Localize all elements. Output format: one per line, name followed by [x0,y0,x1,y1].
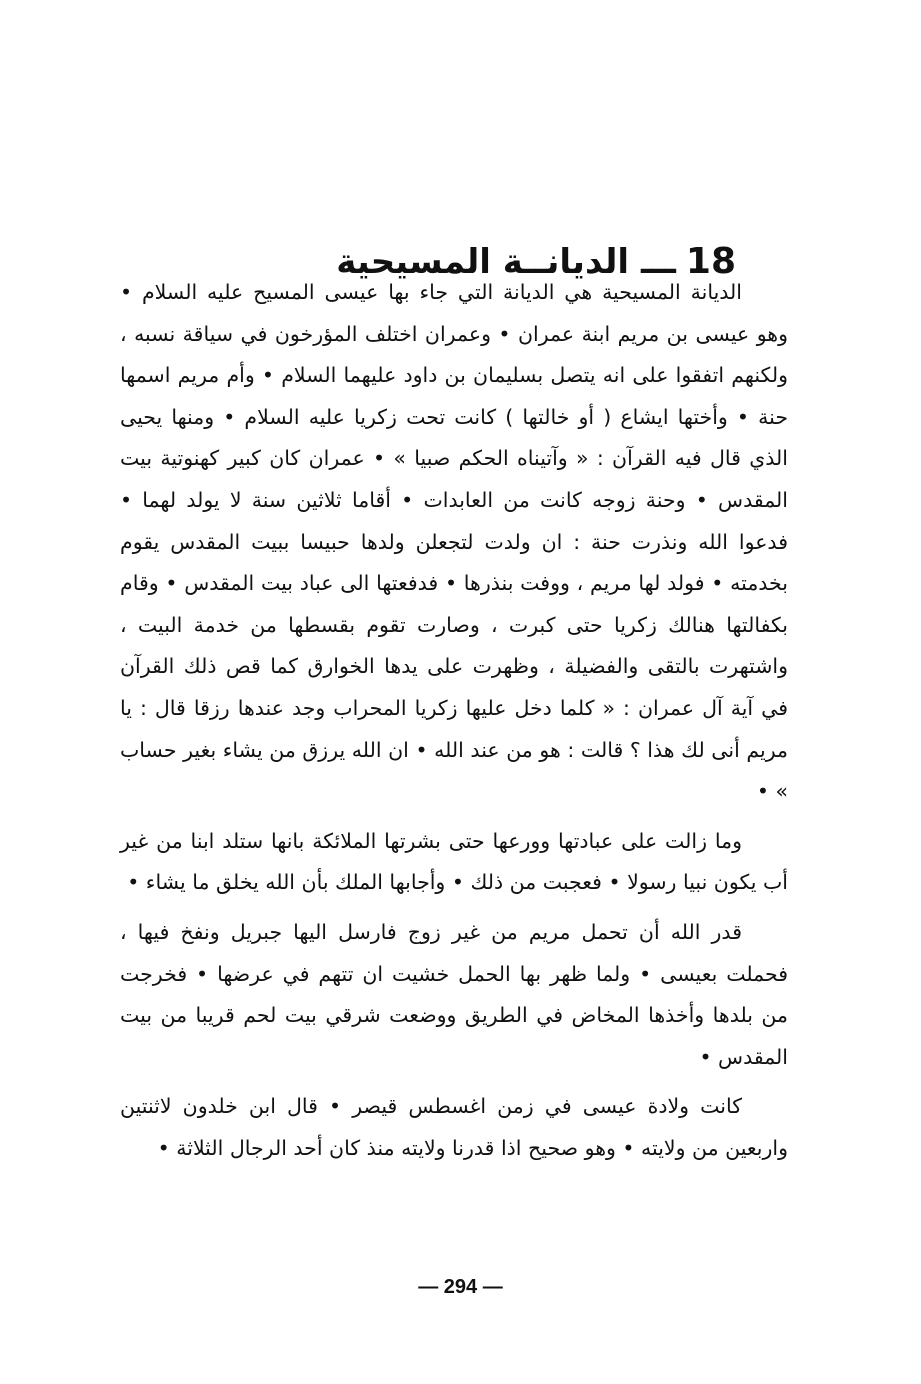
paragraph-4: كانت ولادة عيسى في زمن اغسطس قيصر • قال ابن خلدون لاثنتين واربعين من ولايته • وهو صحيح اذا قدرنا ولايته منذ كان أحد الرجال الثلاثة • [120,1094,788,1160]
body-text [120,272,788,1177]
paragraph-1: الديانة المسيحية هي الديانة التي جاء بها عيسى المسيح عليه السلام • وهو عيسى بن مريم ابنة عمران • وعمران اختلف المؤرخون في سياقة نسبه ، ولكنهم اتفقوا على انه يتصل بسليمان بن داود عليهما السلام • وأم مريم اسمها حنة • وأختها ايشاع ( أو خالتها ) كانت تحت زكريا عليه السلام • ومنها يحيى الذي قال فيه القرآن : « وآتيناه الحكم صبيا » • عمران كان كبير كهنوتية بيت المقدس • وحنة زوجه كانت من العابدات • أقاما ثلاثين سنة لا يولد لهما • فدعوا الله ونذرت حنة : ان ولدت لتجعلن ولدها حبيسا ببيت المقدس يقوم بخدمته • فولد لها مريم ، ووفت بنذرها • فدفعتها الى عباد بيت المقدس • وقام بكفالتها هنالك زكريا حتى كبرت ، وصارت تقوم بقسطها من خدمة البيت ، واشتهرت بالتقى والفضيلة ، وظهرت على يدها الخوارق كما قص ذلك القرآن في آية آل عمران : « كلما دخل عليها زكريا المحراب وجد عندها رزقا قال : يا مريم أنى لك هذا ؟ قالت : هو من عند الله • ان الله يرزق من يشاء بغير حساب » • [120,280,788,804]
chapter-dash: ـــ [641,241,676,282]
paragraph-2: وما زالت على عبادتها وورعها حتى بشرتها الملائكة بانها ستلد ابنا من غير أب يكون نبيا رسولا • فعجبت من ذلك • وأجابها الملك بأن الله يخلق ما يشاء • [120,828,788,895]
paragraph-3: قدر الله أن تحمل مريم من غير زوج فارسل اليها جبريل ونفخ فيها ، فحملت بعيسى • ولما ظهر بها الحمل خشيت ان تتهم في عرضها • فخرجت من بلدها وأخذها المخاض في الطريق ووضعت شرقي بيت لحم قريبا من بيت المقدس • [120,919,788,1069]
chapter-title-text: الديانــة المسيحية [336,241,630,282]
chapter-number: 18 [685,240,736,282]
page-number: — 294 — [418,1276,503,1298]
